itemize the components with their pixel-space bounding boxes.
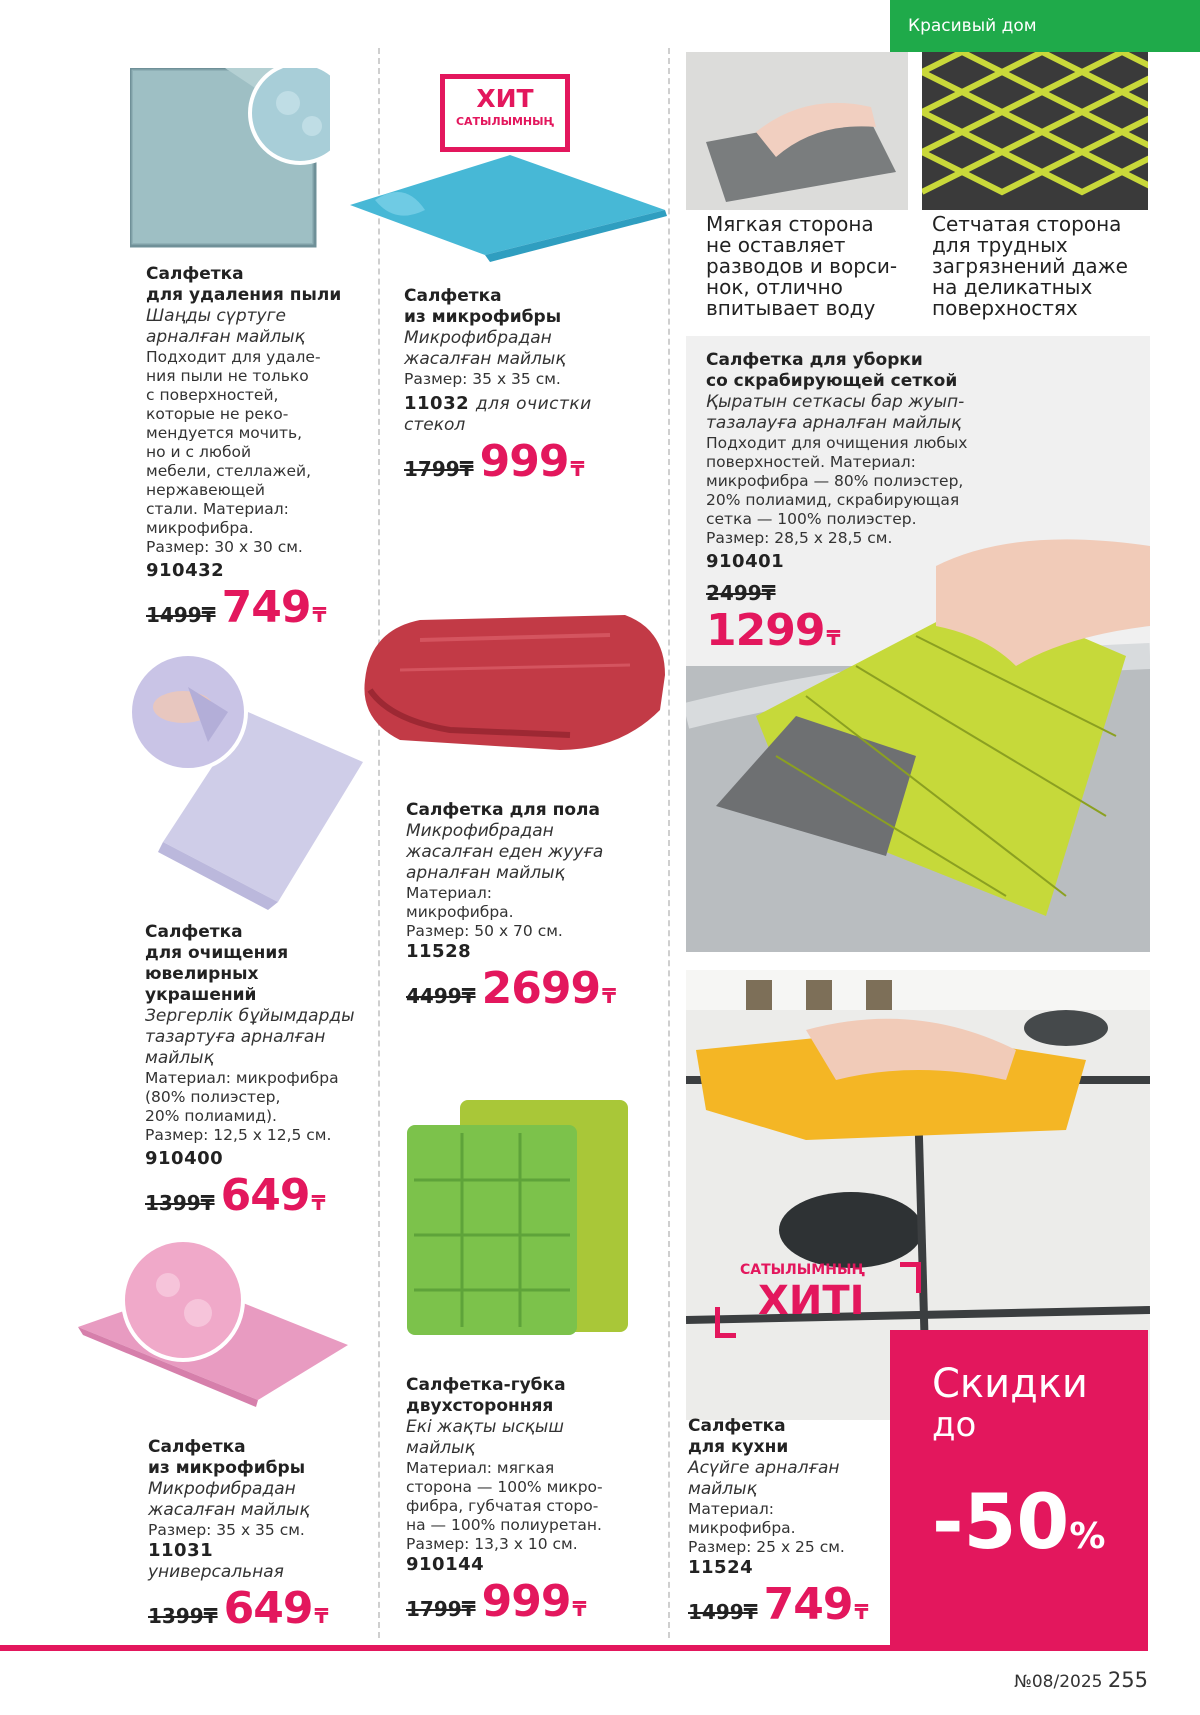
product-6-info: Салфетка из микрофибры Микрофибрадан жасалған майлық Размер: 35 х 35 см. 11031 универсальная 1399₸ 649 ₸ — [148, 1437, 373, 1634]
product-code: 910144 — [406, 1554, 485, 1575]
code-note: стекол — [404, 415, 466, 435]
price-row: 1399₸ 649 ₸ — [148, 1583, 329, 1634]
price-row: 4499₸ 2699 ₸ — [406, 963, 616, 1014]
soft-side-note: Мягкая сторона не оставляет разводов и ворси- нок, отлично впитывает воду — [706, 212, 898, 320]
new-price: 999 — [479, 436, 569, 487]
price-row: 1499₸ 749 ₸ — [688, 1579, 869, 1630]
product-code: 11524 — [688, 1557, 754, 1578]
product-description: Подходит для удале- ния пыли не только с поверхностей, которые не реко- мендуется мочить, но и с любой мебели, стеллажей, нержавеющей стали. Материал: микрофибра. Размер: 30 х 30 см. — [146, 348, 321, 556]
product-code: 910400 — [145, 1148, 224, 1169]
jewelry-cloth-image — [128, 652, 368, 912]
old-price: 2499₸ — [706, 581, 776, 605]
old-price: 1499₸ — [146, 603, 216, 627]
product-2-info: Салфетка из микрофибры Микрофибрадан жасалған майлық Размер: 35 х 35 см. 11032 для очистки стекол 1799₸ 999 ₸ — [404, 286, 654, 487]
new-price: 2699 — [481, 963, 601, 1014]
price-row: 1799₸ 999 ₸ — [406, 1576, 587, 1627]
product-kz-title: Шаңды сүртуге арналған майлық — [146, 306, 305, 347]
sponge-cloth-image — [402, 1095, 632, 1340]
floor-cloth-image — [360, 600, 670, 760]
new-price: 649 — [223, 1583, 313, 1634]
section-tag: Красивый дом — [890, 0, 1200, 52]
new-price: 749 — [763, 1579, 853, 1630]
new-price: 749 — [221, 582, 311, 633]
mesh-side-note: Сетчатая сторона для трудных загрязнений даже на деликатных поверхностях — [932, 212, 1128, 320]
bestseller-badge: ХИТ САТЫЛЫМНЫҢ — [440, 74, 570, 152]
discount-panel — [890, 1330, 1148, 1645]
bottom-accent-bar — [0, 1645, 1148, 1651]
old-price: 1399₸ — [145, 1191, 215, 1215]
dust-cloth-image — [130, 68, 330, 248]
product-code: 910401 — [706, 551, 785, 572]
price-row: 1299 ₸ — [706, 605, 841, 656]
discount-line1: Скидки — [932, 1361, 1088, 1407]
bestseller-badge: САТЫЛЫМНЫҢ ХИТІ — [740, 1262, 920, 1332]
price-row: 1399₸ 649 ₸ — [145, 1170, 326, 1221]
product-title: Салфетка для удаления пыли — [146, 264, 342, 305]
new-price: 999 — [481, 1576, 571, 1627]
soft-side-photo — [686, 52, 908, 210]
product-7-info: Салфетка-губка двухсторонняя Екі жақты ысқыш майлық Материал: мягкая сторона — 100% микро- фибра, губчатая сторо- на — 100% полиуретан. Размер: 13,3 х 10 см. 910144 1799₸ 999 ₸ — [406, 1375, 666, 1627]
new-price: 1299 — [706, 605, 825, 656]
column-divider — [378, 48, 380, 1638]
new-price: 649 — [220, 1170, 310, 1221]
discount-value: -50% — [932, 1477, 1106, 1566]
old-price: 4499₸ — [406, 984, 476, 1008]
old-price: 1499₸ — [688, 1600, 758, 1624]
product-8-info: Салфетка для кухни Асүйге арналған майлық Материал: микрофибра. Размер: 25 х 25 см. 11524 1499₸ 749 ₸ — [688, 1416, 888, 1630]
product-5-info: Салфетка для очищения ювелирных украшений Зергерлік бұйымдарды тазартуға арналған майлық Материал: микрофибра (80% полиэстер, 20% полиамид). Размер: 12,5 х 12,5 см. 910400 1399₸ 649 ₸ — [145, 922, 375, 1221]
product-3-info: Салфетка для уборки со скрабирующей сеткой Қыратын сеткасы бар жуып- тазалауға арналған майлық Подходит для очищения любых поверхностей. Материал: микрофибра — 80% полиэстер, 20% полиамид, скрабирующая сетка — 100% полиэстер. Размер: 28,5 х 28,5 см. 910401 2499₸ 1299 ₸ — [706, 350, 1146, 656]
product-code: 910432 — [146, 560, 225, 581]
mesh-side-photo — [922, 52, 1148, 210]
blue-cloth-image — [345, 150, 670, 265]
price-row — [146, 582, 366, 633]
product-code: 11031 — [148, 1540, 214, 1561]
product-4-info: Салфетка для пола Микрофибрадан жасалған еден жууға арналған майлық Материал: микрофибра. Размер: 50 х 70 см. 11528 4499₸ 2699 ₸ — [406, 800, 666, 1014]
code-note: универсальная — [148, 1562, 284, 1582]
discount-line2: до — [932, 1405, 977, 1445]
column-divider — [668, 48, 670, 1638]
price-row: 1799₸ 999 ₸ — [404, 436, 585, 487]
old-price: 1799₸ — [406, 1597, 476, 1621]
product-1-info — [146, 264, 366, 633]
old-price: 1399₸ — [148, 1604, 218, 1628]
currency-sign: ₸ — [312, 603, 327, 627]
page-number: №08/2025 255 — [1014, 1668, 1148, 1692]
product-code: 11528 — [406, 941, 472, 962]
code-note: для очистки — [475, 394, 592, 414]
product-code: 11032 для очистки — [404, 393, 592, 414]
pink-cloth-image — [78, 1235, 378, 1425]
old-price: 1799₸ — [404, 457, 474, 481]
